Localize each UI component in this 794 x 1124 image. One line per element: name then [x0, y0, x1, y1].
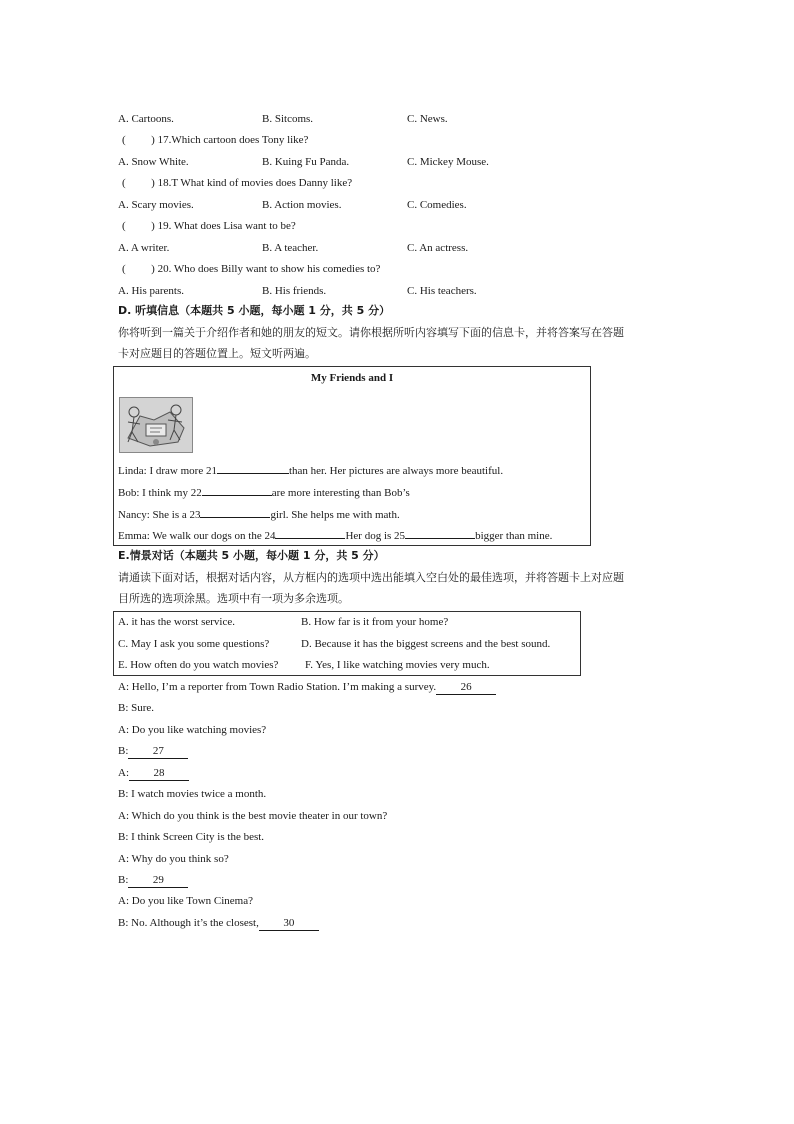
q18-paren-open: (	[122, 177, 126, 189]
blank-29[interactable]: 29	[128, 874, 188, 888]
dialogue-line-10	[118, 872, 188, 888]
info-line-emma	[118, 527, 552, 543]
dialogue-line-12	[118, 915, 319, 931]
option-a: A. it has the worst service.	[118, 616, 235, 628]
q17-question	[118, 132, 308, 148]
blank-26[interactable]: 26	[436, 681, 496, 695]
option-b: B. How far is it from your home?	[301, 616, 449, 628]
option-c: C. May I ask you some questions?	[118, 638, 270, 650]
q17-option-b: B. Kuing Fu Panda.	[262, 156, 350, 168]
q20-question	[118, 261, 380, 277]
nancy-text-b: girl. She helps me with math.	[270, 509, 400, 521]
linda-text-b: than her. Her pictures are always more beautiful.	[288, 465, 504, 477]
q19-text: 19. What does Lisa want to be?	[157, 220, 296, 232]
emma-text-c: bigger than mine.	[475, 530, 553, 542]
q17-option-c: C. Mickey Mouse.	[407, 156, 489, 168]
q20-paren-close: )	[151, 263, 155, 275]
section-d-heading: D. 听填信息（本题共 5 小题，每小题 1 分，共 5 分）	[118, 304, 391, 317]
linda-text-a: Linda: I draw more 21	[118, 465, 217, 477]
q16-option-c: C. News.	[407, 113, 448, 125]
blank-30[interactable]: 30	[259, 917, 319, 931]
friends-sketch-drawing	[120, 398, 192, 452]
dialogue-line-2: B: Sure.	[118, 702, 155, 714]
info-line-nancy	[118, 506, 400, 522]
emma-text-a: Emma: We walk our dogs on the 24	[118, 530, 276, 542]
q17-text: 17.Which cartoon does Tony like?	[157, 134, 309, 146]
q19-option-b: B. A teacher.	[262, 242, 319, 254]
dialogue-line-1	[118, 679, 496, 695]
nancy-text-a: Nancy: She is a 23	[118, 509, 201, 521]
q18-paren-close: )	[151, 177, 155, 189]
q20-text: 20. Who does Billy want to show his comedies to?	[157, 263, 381, 275]
dialogue-line-6: B: I watch movies twice a month.	[118, 788, 267, 800]
options-box	[113, 611, 581, 676]
bob-text-a: Bob: I think my 22	[118, 487, 202, 499]
dialogue-line-9: A: Why do you think so?	[118, 853, 229, 865]
q17-option-a: A. Snow White.	[118, 156, 189, 168]
option-d: D. Because it has the biggest screens and the best sound.	[301, 638, 551, 650]
info-line-bob	[118, 484, 410, 500]
bob-text-b: are more interesting than Bob’s	[271, 487, 410, 499]
blank-22[interactable]	[202, 484, 272, 496]
q20-option-b: B. His friends.	[262, 285, 327, 297]
option-e: E. How often do you watch movies?	[118, 659, 279, 671]
options-row-3	[118, 657, 490, 673]
dialogue-line-11: A: Do you like Town Cinema?	[118, 895, 253, 907]
q19-paren-close: )	[151, 220, 155, 232]
option-f: F. Yes, I like watching movies very much.	[305, 659, 490, 671]
dialogue-line-5	[118, 765, 189, 781]
dialogue-line-3: A: Do you like watching movies?	[118, 724, 267, 736]
dialogue-line-7: A: Which do you think is the best movie theater in our town?	[118, 810, 388, 822]
q20-option-c: C. His teachers.	[407, 285, 477, 297]
q17-paren-close: )	[151, 134, 155, 146]
q19-option-a: A. A writer.	[118, 242, 170, 254]
q20-option-a: A. His parents.	[118, 285, 184, 297]
q19-option-c: C. An actress.	[407, 242, 469, 254]
q19-paren-open: (	[122, 220, 126, 232]
blank-24[interactable]	[275, 527, 345, 539]
section-e-instruction-2: 目所选的选项涂黑。选项中有一项为多余选项。	[118, 592, 349, 605]
blank-23[interactable]	[200, 506, 270, 518]
q18-option-b: B. Action movies.	[262, 199, 342, 211]
q18-option-a: A. Scary movies.	[118, 199, 194, 211]
q18-question	[118, 175, 352, 191]
info-line-linda	[118, 462, 503, 478]
section-d-instruction-2: 卡对应题目的答题位置上。短文听两遍。	[118, 347, 316, 360]
blank-25[interactable]	[405, 527, 475, 539]
blank-27[interactable]: 27	[128, 745, 188, 759]
q16-option-a: A. Cartoons.	[118, 113, 174, 125]
q19-question	[118, 218, 296, 234]
dialogue-text-1: A: Hello, I’m a reporter from Town Radio Station. I’m making a survey.	[118, 681, 437, 693]
emma-text-b: Her dog is 25	[345, 530, 406, 542]
dialogue-text-10: B:	[118, 874, 129, 886]
section-e-heading: E.情景对话（本题共 5 小题，每小题 1 分，共 5 分）	[118, 549, 385, 562]
section-e-instruction-1: 请通读下面对话，根据对话内容，从方框内的选项中选出能填入空白处的最佳选项，并将答题卡上对应题	[118, 571, 624, 584]
blank-21[interactable]	[217, 462, 289, 474]
dialogue-text-5: A:	[118, 767, 129, 779]
friends-sketch-illustration	[119, 397, 193, 453]
dialogue-line-8: B: I think Screen City is the best.	[118, 831, 265, 843]
section-d-instruction-1: 你将听到一篇关于介绍作者和她的朋友的短文。请你根据所听内容填写下面的信息卡，并将答案写在答题	[118, 326, 624, 339]
options-row-1	[118, 614, 449, 630]
dialogue-text-12: B: No. Although it’s the closest,	[118, 917, 259, 929]
info-card-title: My Friends and I	[310, 372, 394, 384]
blank-28[interactable]: 28	[129, 767, 189, 781]
q18-text: 18.T What kind of movies does Danny like?	[157, 177, 353, 189]
options-row-2	[118, 636, 551, 652]
info-card	[113, 366, 591, 546]
q17-paren-open: (	[122, 134, 126, 146]
q16-option-b: B. Sitcoms.	[262, 113, 314, 125]
q18-option-c: C. Comedies.	[407, 199, 467, 211]
dialogue-line-4	[118, 743, 188, 759]
dialogue-text-4: B:	[118, 745, 129, 757]
q20-paren-open: (	[122, 263, 126, 275]
